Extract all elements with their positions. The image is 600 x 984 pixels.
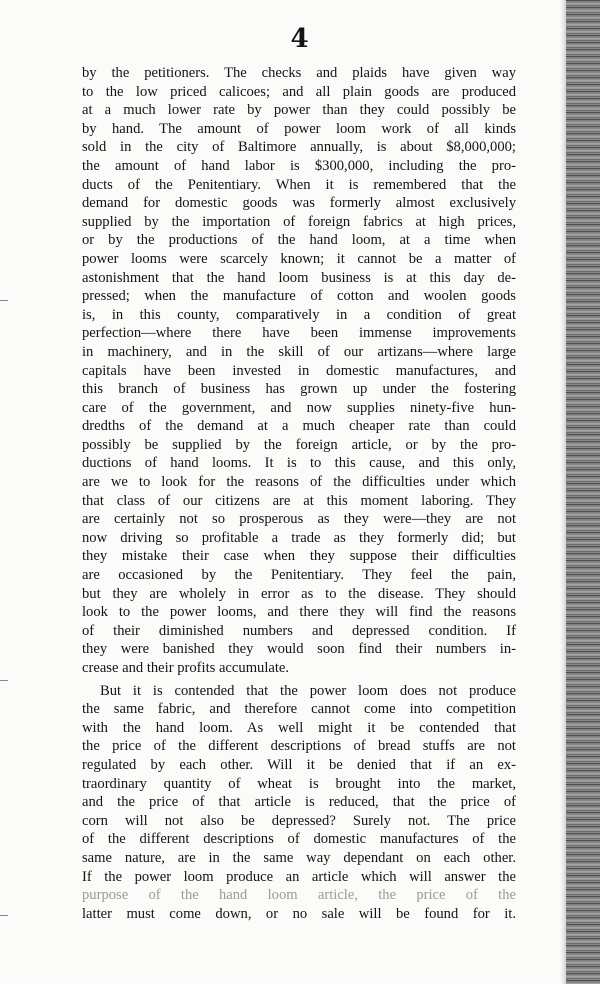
text-line: of their diminished numbers and depressed condition. If [82,622,516,639]
text-line: possibly be supplied by the foreign article, or by the pro- [82,436,516,453]
text-line: is, in this county, comparatively in a condition of great [82,306,516,323]
text-line: crease and their profits accumulate. [82,660,290,676]
text-line: that class of our citizens are at this moment laboring. They [82,492,516,509]
text-line: latter must come down, or no sale will be found for it. [82,905,516,922]
text-line: ductions of hand looms. It is to this cause, and this only, [82,455,516,472]
text-line: corn will not also be depressed? Surely not. The price [82,812,516,829]
text-line: supplied by the importation of foreign fabrics at high prices, [82,213,516,230]
text-line: perfection—where there have been immense improvements [82,325,516,342]
text-line: dredths of the demand at a much cheaper rate than could [82,418,516,435]
text-line: sold in the city of Baltimore annually, is about $8,000,000; [82,139,516,156]
text-line: purpose of the hand loom article, the price of the [82,887,516,904]
page-number: 4 [290,24,310,54]
body-text [82,64,516,923]
text-line: are we to look for the reasons of the difficulties under which [82,474,516,491]
text-line: at a much lower rate by power than they could possibly be [82,102,516,119]
text-line: regulated by each other. Will it be denied that if an ex- [82,756,516,773]
text-line: to the low priced calicoes; and all plain goods are produced [82,83,516,100]
text-line: of the different descriptions of domestic manufactures of the [82,831,516,848]
text-line: they were banished they would soon find their numbers in- [82,641,516,658]
text-line: the same fabric, and therefore cannot come into competition [82,701,516,718]
text-line: with the hand loom. As well might it be contended that [82,719,516,736]
text-line: the price of the different descriptions of bread stuffs are not [82,738,516,755]
text-line: capitals have been invested in domestic manufactures, and [82,362,516,379]
text-line: pressed; when the manufacture of cotton and woolen goods [82,288,516,305]
margin-mark [0,915,8,916]
text-line: demand for domestic goods was formerly almost exclusively [82,195,516,212]
text-line: in machinery, and in the skill of our artizans—where large [82,343,516,360]
margin-mark [0,680,8,681]
text-line: ducts of the Penitentiary. When it is remembered that the [82,176,516,193]
text-line: astonishment that the hand loom business is at this day de- [82,269,516,286]
text-line: and the price of that article is reduced, that the price of [82,794,516,811]
text-line: But it is contended that the power loom does not produce [100,682,516,699]
text-line: by hand. The amount of power loom work of all kinds [82,120,516,137]
text-line: or by the productions of the hand loom, at a time when [82,232,516,249]
text-line: this branch of business has grown up under the fostering [82,381,516,398]
text-line: the amount of hand labor is $300,000, including the pro- [82,157,516,174]
text-line: If the power loom produce an article which will answer the [82,868,516,885]
text-line: they mistake their case when they suppose their difficulties [82,548,516,565]
text-line: power looms were scarcely known; it cannot be a matter of [82,250,516,267]
text-line: but they are wholely in error as to the disease. They should [82,585,516,602]
text-line: look to the power looms, and there they will find the reasons [82,604,516,621]
text-line: are occasioned by the Penitentiary. They feel the pain, [82,567,516,584]
text-line: by the petitioners. The checks and plaids have given way [82,65,516,81]
text-line: now driving so profitable a trade as they formerly did; but [82,529,516,546]
text-line: traordinary quantity of wheat is brought into the market, [82,775,516,792]
text-line: same nature, are in the same way dependant on each other. [82,849,516,866]
margin-mark [0,300,8,301]
text-line: care of the government, and now supplies ninety-five hun- [82,399,516,416]
text-line: are certainly not so prosperous as they were—they are not [82,511,516,528]
book-binding-edge [566,0,600,984]
